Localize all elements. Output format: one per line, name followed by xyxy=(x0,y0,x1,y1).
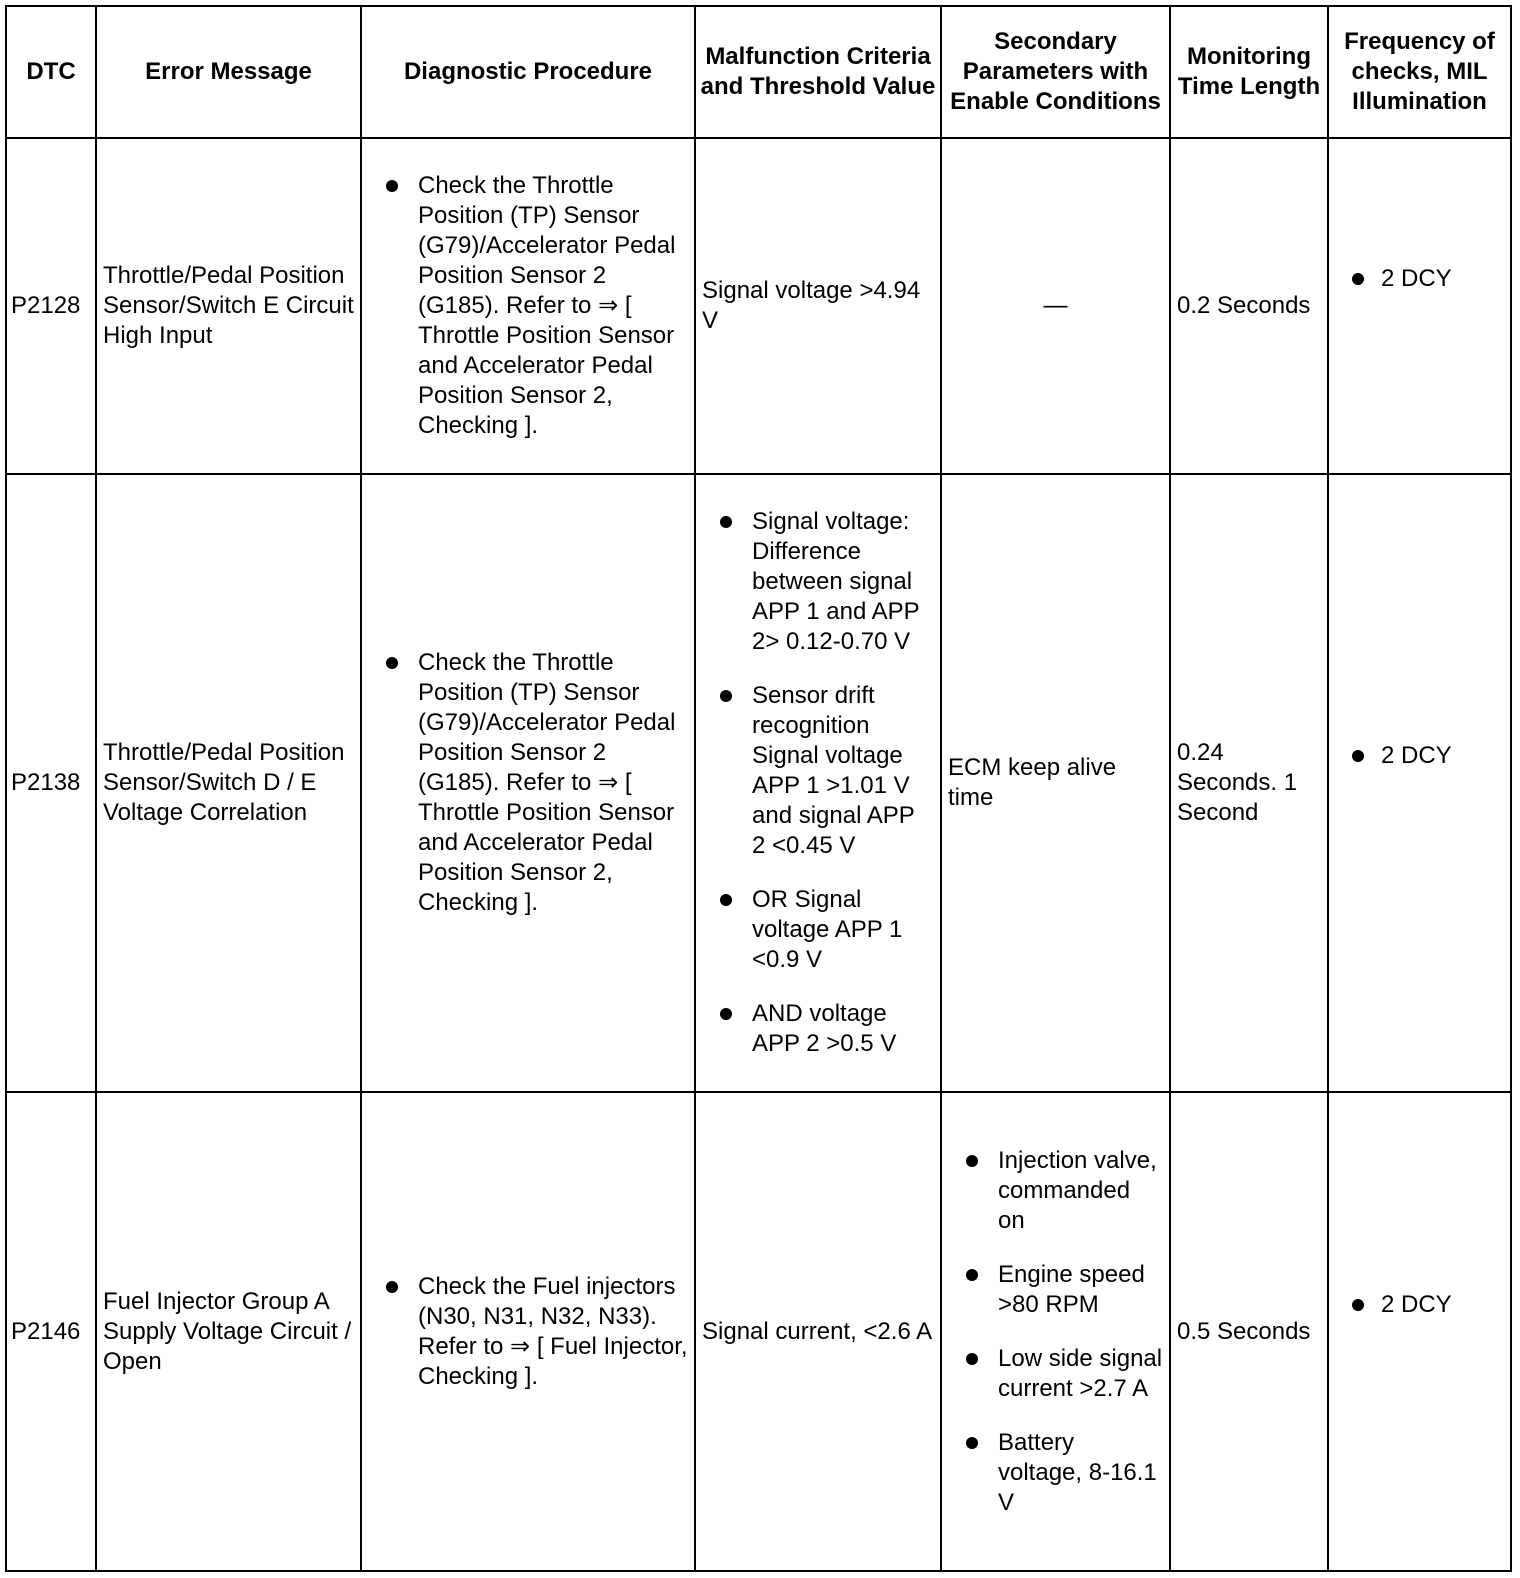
header-dtc: DTC xyxy=(6,6,96,138)
list-item xyxy=(1335,264,1504,294)
secondary-parameters: ECM keep alive time xyxy=(941,474,1170,1092)
secondary-text: Injection valve, commanded on xyxy=(998,1146,1157,1234)
dtc-code: P2138 xyxy=(6,474,96,1092)
bullet-icon xyxy=(720,690,732,702)
bullet-icon xyxy=(386,657,398,669)
malfunction-criteria xyxy=(695,474,941,1092)
bullet-icon xyxy=(720,894,732,906)
monitoring-time: 0.5 Seconds xyxy=(1170,1092,1328,1571)
list-item xyxy=(368,1272,688,1392)
list-item xyxy=(368,171,688,441)
diagnostic-procedure xyxy=(361,474,695,1092)
list-item xyxy=(1335,1290,1504,1320)
header-frequency: Frequency of checks, MIL Illumination xyxy=(1328,6,1511,138)
error-message: Fuel Injector Group A Supply Voltage Circuit / Open xyxy=(96,1092,361,1571)
table-row xyxy=(6,138,1511,474)
frequency xyxy=(1328,474,1511,1092)
criteria-text: Signal voltage: Difference between signal APP 1 and APP 2> 0.12-0.70 V xyxy=(752,508,920,655)
table-row xyxy=(6,1092,1511,1571)
procedure-text: Check the Throttle Position (TP) Sensor (G79)/Accelerator Pedal Position Sensor 2 (G185). Refer to ⇒ [ Throttle Position Sensor and Accelerator Pedal Position Sensor 2, Checking ]. xyxy=(418,172,676,439)
list-item xyxy=(702,681,934,861)
bullet-icon xyxy=(1352,273,1364,285)
list-item xyxy=(948,1146,1163,1236)
header-secondary-parameters: Secondary Parameters with Enable Conditions xyxy=(941,6,1170,138)
list-item xyxy=(948,1428,1163,1518)
malfunction-criteria: Signal current, <2.6 A xyxy=(695,1092,941,1571)
dtc-code: P2146 xyxy=(6,1092,96,1571)
header-diagnostic-procedure: Diagnostic Procedure xyxy=(361,6,695,138)
error-message: Throttle/Pedal Position Sensor/Switch D / E Voltage Correlation xyxy=(96,474,361,1092)
bullet-icon xyxy=(1352,750,1364,762)
diagnostic-procedure xyxy=(361,138,695,474)
diagnostic-procedure xyxy=(361,1092,695,1571)
monitoring-time: 0.24 Seconds. 1 Second xyxy=(1170,474,1328,1092)
bullet-icon xyxy=(966,1437,978,1449)
monitoring-time: 0.2 Seconds xyxy=(1170,138,1328,474)
secondary-parameters xyxy=(941,1092,1170,1571)
table-row xyxy=(6,474,1511,1092)
criteria-text: Sensor drift recognition Signal voltage APP 1 >1.01 V and signal APP 2 <0.45 V xyxy=(752,682,915,859)
bullet-icon xyxy=(386,180,398,192)
header-row xyxy=(6,6,1511,138)
secondary-parameters: — xyxy=(941,138,1170,474)
secondary-text: Engine speed >80 RPM xyxy=(998,1260,1145,1318)
bullet-icon xyxy=(966,1353,978,1365)
frequency-text: 2 DCY xyxy=(1381,742,1452,769)
dtc-code: P2128 xyxy=(6,138,96,474)
error-message: Throttle/Pedal Position Sensor/Switch E Circuit High Input xyxy=(96,138,361,474)
list-item xyxy=(702,507,934,657)
header-error-message: Error Message xyxy=(96,6,361,138)
list-item xyxy=(702,999,934,1059)
header-monitoring-time: Monitoring Time Length xyxy=(1170,6,1328,138)
bullet-icon xyxy=(966,1269,978,1281)
procedure-text: Check the Fuel injectors (N30, N31, N32, N33). Refer to ⇒ [ Fuel Injector, Checking ]. xyxy=(418,1272,688,1390)
header-malfunction-criteria: Malfunction Criteria and Threshold Value xyxy=(695,6,941,138)
bullet-icon xyxy=(720,1008,732,1020)
procedure-text: Check the Throttle Position (TP) Sensor (G79)/Accelerator Pedal Position Sensor 2 (G185). Refer to ⇒ [ Throttle Position Sensor and Accelerator Pedal Position Sensor 2, Checking ]. xyxy=(418,649,676,916)
bullet-icon xyxy=(1352,1299,1364,1311)
frequency xyxy=(1328,138,1511,474)
dtc-table xyxy=(5,5,1512,1572)
bullet-icon xyxy=(720,516,732,528)
list-item xyxy=(948,1260,1163,1320)
frequency xyxy=(1328,1092,1511,1571)
malfunction-criteria: Signal voltage >4.94 V xyxy=(695,138,941,474)
list-item xyxy=(368,648,688,918)
list-item xyxy=(702,885,934,975)
secondary-text: Battery voltage, 8-16.1 V xyxy=(998,1428,1157,1516)
list-item xyxy=(1335,741,1504,771)
criteria-text: AND voltage APP 2 >0.5 V xyxy=(752,1000,897,1057)
frequency-text: 2 DCY xyxy=(1381,1290,1452,1318)
bullet-icon xyxy=(386,1281,398,1293)
secondary-text: Low side signal current >2.7 A xyxy=(998,1344,1163,1402)
bullet-icon xyxy=(966,1155,978,1167)
criteria-text: OR Signal voltage APP 1 <0.9 V xyxy=(752,886,903,973)
list-item xyxy=(948,1344,1163,1404)
frequency-text: 2 DCY xyxy=(1381,265,1452,292)
